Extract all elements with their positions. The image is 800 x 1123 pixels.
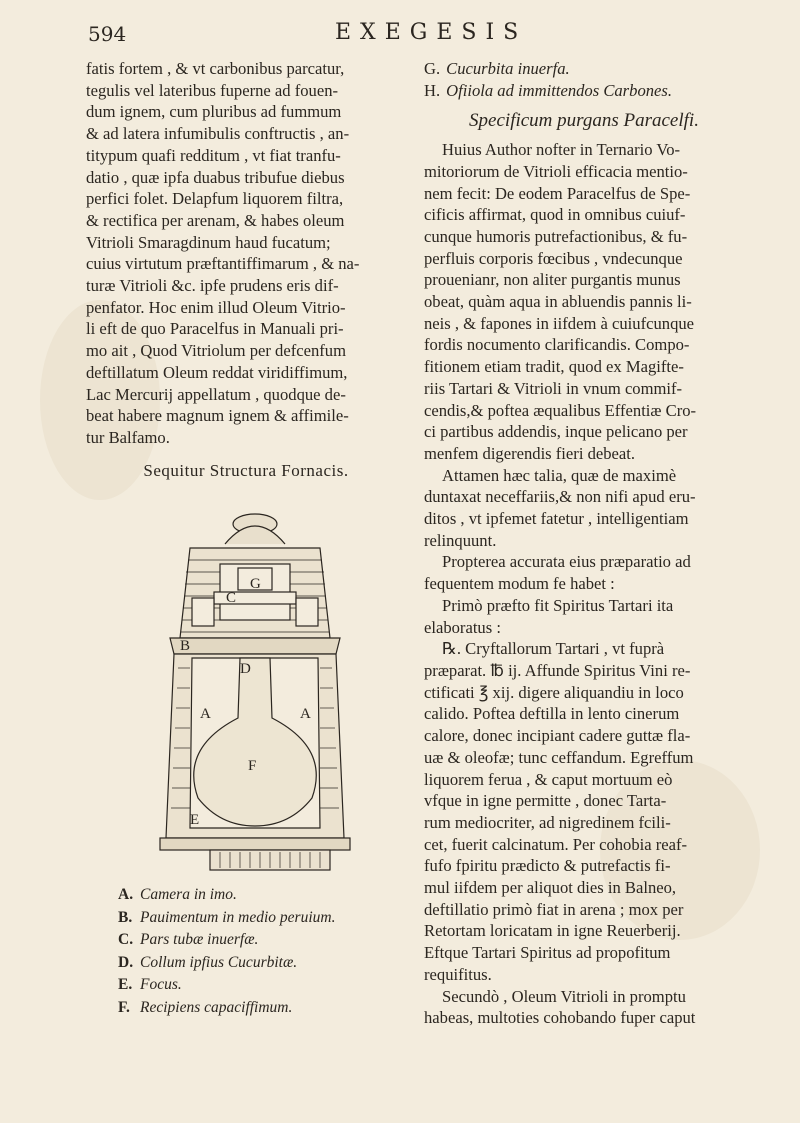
text-line: habeas, multoties cohobando fuper caput <box>424 1008 696 1028</box>
legend-item <box>118 884 335 907</box>
text-line: Primò præfto fit Spiritus Tartari ita <box>442 595 674 615</box>
text-line: cificis affirmat, quod in omnibus cuiuf- <box>424 205 686 225</box>
legend-list <box>118 884 335 1019</box>
legend-text: Recipiens capaciffimum. <box>140 998 293 1016</box>
text-line: mitoriorum de Vitrioli efficacia mentio- <box>424 161 688 181</box>
text-line: & rectifica per arenam, & habes oleum <box>86 210 345 230</box>
text-line: uæ & oleofæ; tunc ceffandum. Egreffum <box>424 747 694 767</box>
legend-item <box>118 929 335 952</box>
figure-label-f: F <box>248 758 257 774</box>
legend-letter: H. <box>424 80 441 100</box>
text-line: riis Tartari & Vitrioli in vnum commif- <box>424 378 683 398</box>
text-line: cuius virtutum præftantiffimarum , & na- <box>86 254 360 274</box>
legend-text: Pars tubæ inuerfæ. <box>140 931 259 948</box>
text-line: tur Balfamo. <box>86 427 170 447</box>
text-line: perfici folet. Delapfum liquorem filtra, <box>86 189 344 209</box>
text-line: fatis fortem , & vt carbonibus parcatur, <box>86 59 345 78</box>
text-line: fequentem modum fe habet : <box>424 574 615 594</box>
text-line: calido. Poftea deftilla in lento cinerum <box>424 704 680 724</box>
legend-letter: F. <box>118 998 130 1016</box>
right-column <box>424 58 744 1029</box>
text-line: Lac Mercurij appellatum , quodque de- <box>86 384 346 404</box>
legend-item <box>118 997 335 1020</box>
text-line: beat habere magnum ignem & affimile- <box>86 406 349 426</box>
text-line: calore, donec incipiant cadere guttæ fla- <box>424 726 691 746</box>
figure-label-a-left: A <box>200 706 211 722</box>
text-line: mo ait , Quod Vitriolum per defcenfum <box>86 341 346 361</box>
text-line: ℞. Cryftallorum Tartari , vt fuprà <box>442 639 665 659</box>
legend-item <box>118 907 335 930</box>
text-line: & ad latera infumibulis conftructis , an- <box>86 124 350 144</box>
text-line: relinquunt. <box>424 530 497 550</box>
text-line: ctificati ℥ xij. digere aliquandiu in loco <box>424 682 684 702</box>
text-line: rum mediocriter, ad nigredinem fcili- <box>424 812 671 832</box>
text-line: liquorem ferua , & caput mortuum eò <box>424 769 673 789</box>
furnace-illustration <box>130 508 380 878</box>
text-line: Vitrioli Smaragdinum haud fucatum; <box>86 232 331 252</box>
legend-letter: A. <box>118 886 134 903</box>
text-line: cendis,& poftea æqualibus Effentiæ Cro- <box>424 400 697 420</box>
text-line: fufo fpiritu prædicto & putrefactis fi- <box>424 856 671 876</box>
text-line: Retortam loricatam in igne Reuerberij. <box>424 921 681 941</box>
text-line: fordis nocumento clarificandis. Compo- <box>424 335 690 355</box>
page-number: 594 <box>88 22 127 46</box>
legend-item <box>424 58 744 80</box>
legend-item <box>118 974 335 997</box>
legend-text: Cucurbita inuerfa. <box>446 59 570 78</box>
legend-continuation <box>424 58 744 101</box>
text-line: nem fecit: De eodem Paracelfus de Spe- <box>424 183 691 203</box>
legend-text: Ofiiola ad immittendos Carbones. <box>446 80 673 100</box>
text-line: perfluis corporis fœcibus , vndecunque <box>424 248 683 268</box>
text-line: turæ Vitrioli &c. ipfe prudens eris dif- <box>86 276 339 296</box>
left-text-block <box>86 58 406 449</box>
figure-label-e: E <box>190 812 200 828</box>
figure-label-c: C <box>226 590 237 606</box>
legend-text: Collum ipfius Cucurbitæ. <box>140 953 298 971</box>
legend-text: Focus. <box>140 976 182 993</box>
text-line: obeat, quàm aqua in abluendis pannis li- <box>424 292 692 312</box>
legend-letter: C. <box>118 931 134 948</box>
figure-legend <box>118 884 335 1019</box>
text-line: deftillatum Oleum reddat viridiffimum, <box>86 362 348 382</box>
text-line: penfator. Hoc enim illud Oleum Vitrio- <box>86 297 346 317</box>
text-line: Eftque Tartari Spiritus ad propofitum <box>424 943 671 963</box>
section-title: Sequitur Structura Fornacis. <box>143 460 349 480</box>
legend-letter: E. <box>118 976 133 993</box>
text-line: li eft de quo Paracelfus in Manuali pri- <box>86 319 344 339</box>
text-line: requifitus. <box>424 964 492 984</box>
text-line: cunque humoris putrefactionibus, & fu- <box>424 226 688 246</box>
text-line: tegulis vel lateribus fuperne ad fouen- <box>86 80 339 100</box>
legend-text: Pauimentum in medio peruium. <box>140 908 336 926</box>
text-line: menfem digerendis fieri debeat. <box>424 443 636 463</box>
figure-label-d: D <box>240 661 251 677</box>
legend-text: Camera in imo. <box>140 886 237 903</box>
text-line: Attamen hæc talia, quæ de maximè <box>442 465 677 485</box>
text-line: Secundò , Oleum Vitrioli in promptu <box>442 986 686 1006</box>
text-line: dum ignem, cum pluribus ad fummum <box>86 102 342 122</box>
text-line: fitionem etiam tradit, quod ex Magifte- <box>424 357 684 377</box>
text-line: duntaxat neceffariis,& non nifi apud eru- <box>424 487 696 507</box>
right-text-block <box>424 139 744 1029</box>
text-line: neis , & fapones in iifdem à cuiufcunque <box>424 313 695 333</box>
running-head: EXEGESIS <box>335 20 528 45</box>
text-line: ditos , vt ipfemet fatetur , intelligentiam <box>424 509 689 529</box>
text-line: titypum quafi redditum , vt fiat tranfu- <box>86 145 341 165</box>
legend-letter: B. <box>118 908 133 926</box>
text-line: cet, fuerit calcinatum. Per cohobia reaf- <box>424 834 688 854</box>
text-line: Huius Author nofter in Ternario Vo- <box>442 140 681 160</box>
legend-item <box>424 80 744 102</box>
text-line: elaboratus : <box>424 617 501 637</box>
legend-letter: D. <box>118 953 134 971</box>
legend-letter: G. <box>424 59 441 78</box>
figure-label-g: G <box>250 576 261 592</box>
text-line: deftillatio primò fiat in arena ; mox per <box>424 899 684 919</box>
text-line: ci partibus addendis, inque pelicano per <box>424 422 688 442</box>
left-column <box>86 58 406 481</box>
text-line: prouenianr, non aliter purgantis munus <box>424 270 681 290</box>
recipe-heading: Specificum purgans Paracelfi. <box>469 110 699 132</box>
legend-item <box>118 952 335 975</box>
text-line: mul iifdem per aliquot dies in Balneo, <box>424 878 677 898</box>
text-line: præparat. ℔ ij. Affunde Spiritus Vini re- <box>424 660 691 680</box>
figure-label-a-right: A <box>300 706 311 722</box>
text-line: datio , quæ ipfa duabus tribufue diebus <box>86 167 345 187</box>
text-line: Propterea accurata eius præparatio ad <box>442 552 691 572</box>
text-line: vfque in igne permitte , donec Tarta- <box>424 791 667 811</box>
figure-label-b: B <box>180 638 191 654</box>
